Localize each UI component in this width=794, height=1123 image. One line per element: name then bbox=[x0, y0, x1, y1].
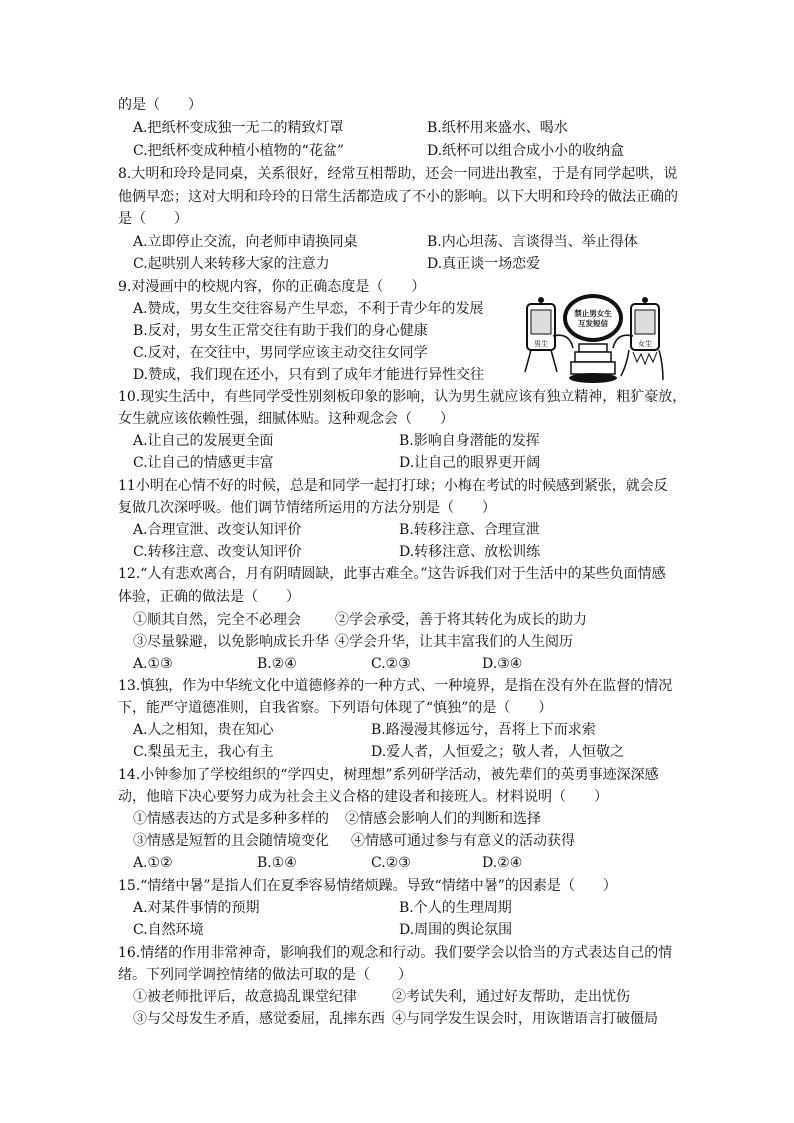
q14-statement-3: ③情感是短暂的且会随情境变化 bbox=[133, 833, 329, 849]
q16-statement-1: ①被老师批评后，故意捣乱课堂纪律 bbox=[133, 989, 357, 1005]
q8-option-b: B.内心坦荡、言谈得当、举止得体 bbox=[427, 234, 638, 250]
q9-option-d: D.赞成，我们现在还小，只有到了成年才能进行异性交往 bbox=[133, 367, 485, 383]
q15-option-a: A.对某件事情的预期 bbox=[133, 900, 260, 916]
q8-stem-2: 他俩早恋；这对大明和玲玲的日常生活都造成了不小的影响。以下大明和玲玲的做法正确的 bbox=[118, 189, 678, 205]
q12-statement-2: ②学会承受，善于将其转化为成长的助力 bbox=[335, 612, 587, 628]
q11-option-a: A.合理宣泄、改变认知评价 bbox=[133, 522, 302, 538]
q10-option-d: D.让自己的眼界更开阔 bbox=[399, 455, 541, 471]
q10-option-a: A.让自己的发展更全面 bbox=[133, 433, 274, 449]
q13-stem-1: 13.慎独，作为中华统文化中道德修养的一种方式、一种境界，是指在没有外在监督的情况 bbox=[118, 678, 673, 694]
q15-stem: 15.“情绪中暑”是指人们在夏季容易情绪烦躁。导致“情绪中暑”的因素是（ ） bbox=[118, 878, 617, 894]
q8-stem-1: 8.大明和玲玲是同桌，关系很好，经常互相帮助，还会一同进出教室，于是有同学起哄，说 bbox=[118, 166, 678, 182]
q14-option-b: B.①④ bbox=[257, 855, 297, 871]
q14-stem-1: 14.小钟参加了学校组织的“学四史，树理想”系列研学活动，被先辈们的英勇事迹深深感 bbox=[118, 767, 659, 783]
q12-statement-3: ③尽量躲避，以免影响成长升华 bbox=[133, 634, 329, 650]
sign-text-2: 互发短信 bbox=[578, 319, 608, 328]
q15-option-d: D.周围的舆论氛围 bbox=[399, 922, 513, 938]
q9-option-b: B.反对，男女生正常交往有助于我们的身心健康 bbox=[133, 323, 428, 339]
q12-statement-4: ④学会升华，让其丰富我们的人生阅历 bbox=[335, 634, 573, 650]
q16-stem-2: 绪。下列同学调控情绪的做法可取的是（ ） bbox=[118, 967, 412, 983]
phone-left-label: 男生 bbox=[534, 340, 548, 348]
q12-stem-1: 12.“人有悲欢离合，月有阴晴圆缺，此事古难全。”这告诉我们对于生活中的某些负面情感 bbox=[118, 566, 666, 582]
q14-statement-1: ①情感表达的方式是多种多样的 bbox=[133, 811, 329, 827]
q8-option-a: A.立即停止交流，向老师申请换同桌 bbox=[133, 234, 358, 250]
q16-statement-4: ④与同学发生误会时，用诙谐语言打破僵局 bbox=[392, 1011, 658, 1027]
phone-right-label: 女生 bbox=[638, 340, 652, 348]
q9-option-a: A.赞成，男女生交往容易产生早恋，不利于青少年的发展 bbox=[133, 301, 484, 317]
q13-option-d: D.爱人者，人恒爱之；敬人者，人恒敬之 bbox=[371, 744, 625, 760]
q11-stem-1: 11小明在心情不好的时候，总是和同学一起打打球；小梅在考试的时候感到紧张，就会反 bbox=[118, 478, 668, 494]
q12-option-b: B.②④ bbox=[257, 656, 297, 672]
q7-option-d: D.纸杯可以组合成小小的收纳盒 bbox=[427, 143, 625, 159]
q8-option-c: C.起哄别人来转移大家的注意力 bbox=[133, 256, 330, 272]
q12-option-d: D.③④ bbox=[482, 656, 523, 672]
q14-option-a: A.①② bbox=[133, 855, 173, 871]
q11-option-c: C.转移注意、改变认知评价 bbox=[133, 544, 302, 560]
q8-option-d: D.真正谈一场恋爱 bbox=[427, 256, 541, 272]
q9-option-c: C.反对，在交往中，男同学应该主动交往女同学 bbox=[133, 345, 428, 361]
q12-statement-1: ①顺其自然，完全不必理会 bbox=[133, 612, 301, 628]
q15-option-b: B.个人的生理周期 bbox=[399, 900, 512, 916]
q7-option-c: C.把纸杯变成种植小植物的“花盆” bbox=[133, 143, 344, 159]
q9-stem: 9.对漫画中的校规内容，你的正确态度是（ ） bbox=[118, 279, 426, 295]
q14-stem-2: 动，他暗下决心要努力成为社会主义合格的建设者和接班人。材料说明（ ） bbox=[118, 789, 608, 805]
q11-option-b: B.转移注意、合理宣泄 bbox=[399, 522, 540, 538]
q7-tail: 的是（ ） bbox=[118, 97, 202, 113]
q10-option-c: C.让自己的情感更丰富 bbox=[133, 455, 274, 471]
q10-stem-2: 女生就应该依赖性强，细腻体贴。这种观念会（ ） bbox=[118, 411, 454, 427]
q14-option-c: C.②③ bbox=[371, 855, 411, 871]
q13-stem-2: 下，能严守道德准则，自我省察。下列语句体现了“慎独”的是（ ） bbox=[118, 700, 553, 716]
q12-option-a: A.①③ bbox=[133, 656, 173, 672]
q12-option-c: C.②③ bbox=[371, 656, 411, 672]
q11-stem-2: 复做几次深呼吸。他们调节情绪所运用的方法分别是（ ） bbox=[118, 500, 496, 516]
q13-option-a: A.人之相知，贵在知心 bbox=[133, 722, 274, 738]
q14-statement-2: ②情感会影响人们的判断和选择 bbox=[345, 811, 541, 827]
q12-stem-2: 体验，正确的做法是（ ） bbox=[118, 589, 300, 605]
q16-statement-2: ②考试失利，通过好友帮助，走出忧伤 bbox=[392, 989, 630, 1005]
q13-option-b: B.路漫漫其修远兮，吾将上下而求索 bbox=[371, 722, 596, 738]
q16-statement-3: ③与父母发生矛盾，感觉委屈，乱摔东西 bbox=[133, 1011, 385, 1027]
q8-stem-3: 是（ ） bbox=[118, 211, 188, 227]
q10-stem-1: 10.现实生活中，有些同学受性别刻板印象的影响，认为男生就应该有独立精神，粗犷豪放， bbox=[118, 389, 687, 405]
sign-text-1: 禁止男女生 bbox=[574, 309, 612, 318]
q7-option-b: B.纸杯用来盛水、喝水 bbox=[427, 120, 568, 136]
q14-statement-4: ④情感可通过参与有意义的活动获得 bbox=[351, 833, 575, 849]
q13-option-c: C.梨虽无主，我心有主 bbox=[133, 744, 274, 760]
school-rule-cartoon bbox=[517, 292, 669, 386]
q7-option-a: A.把纸杯变成独一无二的精致灯罩 bbox=[133, 120, 344, 136]
q10-option-b: B.影响自身潜能的发挥 bbox=[399, 433, 540, 449]
q11-option-d: D.转移注意、放松训练 bbox=[399, 544, 541, 560]
q14-option-d: D.②④ bbox=[482, 855, 523, 871]
q15-option-c: C.自然环境 bbox=[133, 922, 204, 938]
q16-stem-1: 16.情绪的作用非常神奇，影响我们的观念和行动。我们要学会以恰当的方式表达自己的情 bbox=[118, 945, 673, 961]
